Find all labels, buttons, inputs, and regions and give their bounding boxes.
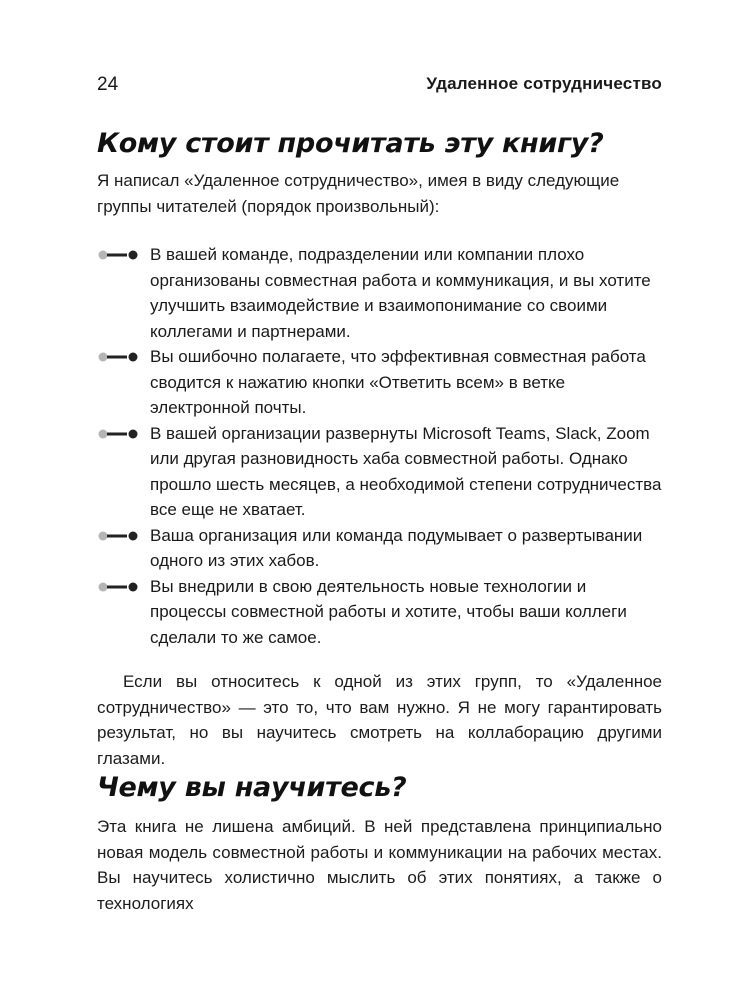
list-item xyxy=(97,523,662,574)
page-header xyxy=(97,74,662,100)
bullet-marker-icon xyxy=(97,249,141,261)
bullet-marker-icon xyxy=(97,581,141,593)
page-number: 24 xyxy=(97,74,119,95)
bullet-marker-icon xyxy=(97,428,141,440)
closing-paragraph: Если вы относитесь к одной из этих групп, то «Удаленное сотрудничество» — это то, что вам нужно. Я не могу гарантировать результат, но вы научитесь смотреть на коллаборацию другими глазами. xyxy=(97,672,662,768)
list-item-text: Вы ошибочно полагаете, что эффективная совместная работа сводится к нажатию кнопки «Ответить всем» в ветке электронной почты. xyxy=(150,347,646,417)
list-item-text: В вашей организации развернуты Microsoft Teams, Slack, Zoom или другая разновидность хаба совместной работы. Однако прошло шесть месяцев, а необходимой степени сотрудничества все еще не хватает. xyxy=(150,423,662,519)
section-heading-what-you-learn: Чему вы научитесь? xyxy=(97,772,407,803)
reader-groups-list xyxy=(97,242,662,650)
intro-paragraph: Я написал «Удаленное сотрудничество», имея в виду следующие группы читателей (порядок произвольный): xyxy=(97,171,620,216)
section-heading-who-should-read: Кому стоит прочитать эту книгу? xyxy=(97,128,604,159)
list-item-text: Ваша организация или команда подумывает о развертывании одного из этих хабов. xyxy=(150,525,643,570)
bullet-marker-icon xyxy=(97,351,141,363)
list-item xyxy=(97,574,662,651)
list-item xyxy=(97,421,662,523)
list-item-text: В вашей команде, подразделении или компании плохо организованы совместная работа и коммуникация, и вы хотите улучшить взаимодействие и взаимопонимание со своими коллегами и партнерами. xyxy=(150,245,651,341)
running-title: Удаленное сотрудничество xyxy=(426,74,662,93)
section2-paragraph: Эта книга не лишена амбиций. В ней представлена принципиально новая модель совместной работы и коммуникации на рабочих местах. Вы научитесь холистично мыслить об этих понятиях, а также о технологиях xyxy=(97,817,662,913)
bullet-marker-icon xyxy=(97,530,141,542)
list-item xyxy=(97,344,662,421)
list-item-text: Вы внедрили в свою деятельность новые технологии и процессы совместной работы и хотите, чтобы ваши коллеги сделали то же самое. xyxy=(150,576,627,647)
list-item xyxy=(97,242,662,344)
